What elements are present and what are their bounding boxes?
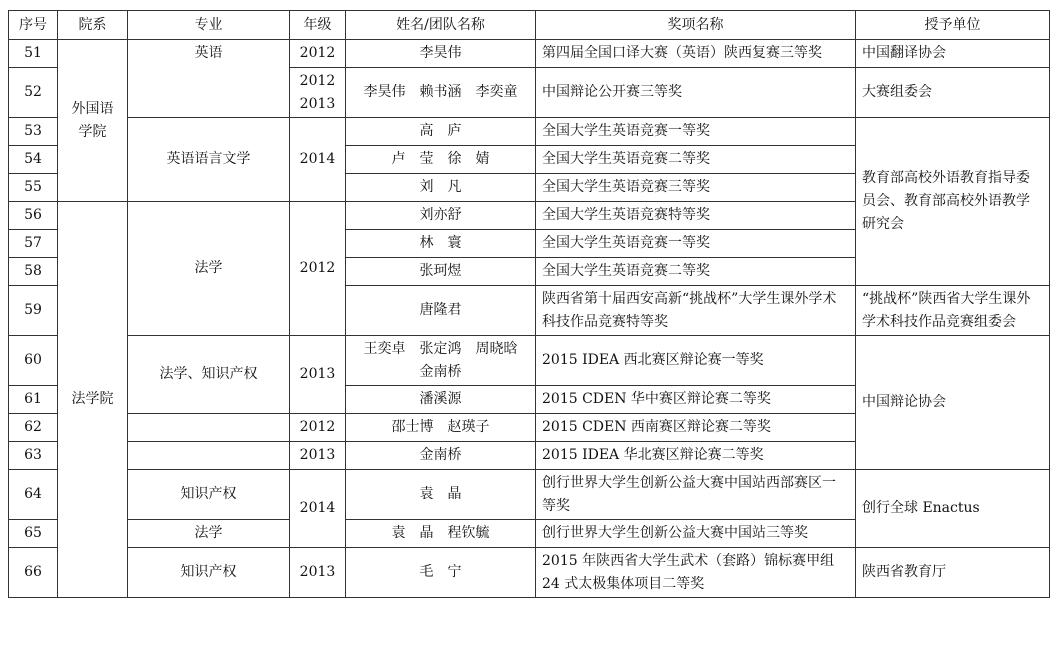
row-number: 62 bbox=[9, 414, 58, 442]
award-cell: 创行世界大学生创新公益大赛中国站三等奖 bbox=[536, 520, 856, 548]
award-cell: 全国大学生英语竞赛三等奖 bbox=[536, 174, 856, 202]
major-cell: 法学 bbox=[128, 202, 290, 336]
award-cell: 创行世界大学生创新公益大赛中国站西部赛区一等奖 bbox=[536, 470, 856, 520]
row-number: 60 bbox=[9, 336, 58, 386]
award-cell: 2015 IDEA 西北赛区辩论赛一等奖 bbox=[536, 336, 856, 386]
name-cell: 刘亦舒 bbox=[346, 202, 536, 230]
header-cell: 序号 bbox=[9, 11, 58, 40]
row-number: 51 bbox=[9, 40, 58, 68]
grade-cell: 2012 2013 bbox=[290, 68, 346, 118]
name-cell: 金南桥 bbox=[346, 442, 536, 470]
award-cell: 2015 IDEA 华北赛区辩论赛二等奖 bbox=[536, 442, 856, 470]
grade-cell: 2013 bbox=[290, 548, 346, 598]
grade-cell: 2013 bbox=[290, 336, 346, 414]
header-cell: 专业 bbox=[128, 11, 290, 40]
org-cell: 中国翻译协会 bbox=[856, 40, 1050, 68]
major-cell bbox=[128, 414, 290, 442]
major-cell: 英语语言文学 bbox=[128, 118, 290, 202]
row-number: 54 bbox=[9, 146, 58, 174]
row-number: 58 bbox=[9, 258, 58, 286]
table-row bbox=[9, 40, 1050, 68]
grade-cell: 2013 bbox=[290, 442, 346, 470]
grade-cell: 2012 bbox=[290, 40, 346, 68]
grade-cell: 2014 bbox=[290, 118, 346, 202]
org-cell: 教育部高校外语教育指导委员会、教育部高校外语教学研究会 bbox=[856, 118, 1050, 286]
award-cell: 全国大学生英语竞赛一等奖 bbox=[536, 230, 856, 258]
header-row bbox=[9, 11, 1050, 40]
award-cell: 2015 CDEN 西南赛区辩论赛二等奖 bbox=[536, 414, 856, 442]
table-row bbox=[9, 548, 1050, 598]
row-number: 61 bbox=[9, 386, 58, 414]
org-cell: 创行全球 Enactus bbox=[856, 470, 1050, 548]
header-cell: 年级 bbox=[290, 11, 346, 40]
header-cell: 姓名/团队名称 bbox=[346, 11, 536, 40]
row-number: 56 bbox=[9, 202, 58, 230]
award-cell: 2015 年陕西省大学生武术（套路）锦标赛甲组 24 式太极集体项目二等奖 bbox=[536, 548, 856, 598]
major-cell: 知识产权 bbox=[128, 548, 290, 598]
org-cell: “挑战杯”陕西省大学生课外学术科技作品竞赛组委会 bbox=[856, 286, 1050, 336]
award-cell: 中国辩论公开赛三等奖 bbox=[536, 68, 856, 118]
row-number: 52 bbox=[9, 68, 58, 118]
major-cell bbox=[128, 442, 290, 470]
org-cell: 大赛组委会 bbox=[856, 68, 1050, 118]
name-cell: 卢 莹 徐 婧 bbox=[346, 146, 536, 174]
row-number: 64 bbox=[9, 470, 58, 520]
header-cell: 院系 bbox=[58, 11, 128, 40]
table-row bbox=[9, 118, 1050, 146]
grade-cell: 2014 bbox=[290, 470, 346, 548]
awards-table bbox=[8, 10, 1050, 598]
award-cell: 全国大学生英语竞赛特等奖 bbox=[536, 202, 856, 230]
row-number: 65 bbox=[9, 520, 58, 548]
row-number: 55 bbox=[9, 174, 58, 202]
table-row bbox=[9, 470, 1050, 520]
name-cell: 刘 凡 bbox=[346, 174, 536, 202]
org-cell: 陕西省教育厅 bbox=[856, 548, 1050, 598]
major-cell: 知识产权 bbox=[128, 470, 290, 520]
name-cell: 邵士博 赵瑛子 bbox=[346, 414, 536, 442]
row-number: 66 bbox=[9, 548, 58, 598]
major-cell: 法学 bbox=[128, 520, 290, 548]
name-cell: 李昊伟 bbox=[346, 40, 536, 68]
name-cell: 毛 宁 bbox=[346, 548, 536, 598]
grade-cell: 2012 bbox=[290, 414, 346, 442]
name-cell: 潘溪源 bbox=[346, 386, 536, 414]
header-cell: 奖项名称 bbox=[536, 11, 856, 40]
row-number: 59 bbox=[9, 286, 58, 336]
award-cell: 2015 CDEN 华中赛区辩论赛二等奖 bbox=[536, 386, 856, 414]
award-cell: 陕西省第十届西安高新“挑战杯”大学生课外学术科技作品竞赛特等奖 bbox=[536, 286, 856, 336]
name-cell: 张珂煜 bbox=[346, 258, 536, 286]
department-cell: 法学院 bbox=[58, 202, 128, 598]
major-cell: 法学、知识产权 bbox=[128, 336, 290, 414]
name-cell: 高 庐 bbox=[346, 118, 536, 146]
award-cell: 全国大学生英语竞赛一等奖 bbox=[536, 118, 856, 146]
department-cell: 外国语 学院 bbox=[58, 40, 128, 202]
name-cell: 袁 晶 程钦毓 bbox=[346, 520, 536, 548]
row-number: 53 bbox=[9, 118, 58, 146]
table-row bbox=[9, 336, 1050, 386]
name-cell: 林 寰 bbox=[346, 230, 536, 258]
name-cell: 李昊伟 赖书涵 李奕童 bbox=[346, 68, 536, 118]
row-number: 57 bbox=[9, 230, 58, 258]
name-cell: 袁 晶 bbox=[346, 470, 536, 520]
major-cell: 英语 bbox=[128, 40, 290, 118]
grade-cell: 2012 bbox=[290, 202, 346, 336]
header-cell: 授予单位 bbox=[856, 11, 1050, 40]
award-cell: 第四届全国口译大赛（英语）陕西复赛三等奖 bbox=[536, 40, 856, 68]
row-number: 63 bbox=[9, 442, 58, 470]
name-cell: 唐隆君 bbox=[346, 286, 536, 336]
award-cell: 全国大学生英语竞赛二等奖 bbox=[536, 258, 856, 286]
award-cell: 全国大学生英语竞赛二等奖 bbox=[536, 146, 856, 174]
org-cell: 中国辩论协会 bbox=[856, 336, 1050, 470]
name-cell: 王奕卓 张定鸿 周晓晗 金南桥 bbox=[346, 336, 536, 386]
